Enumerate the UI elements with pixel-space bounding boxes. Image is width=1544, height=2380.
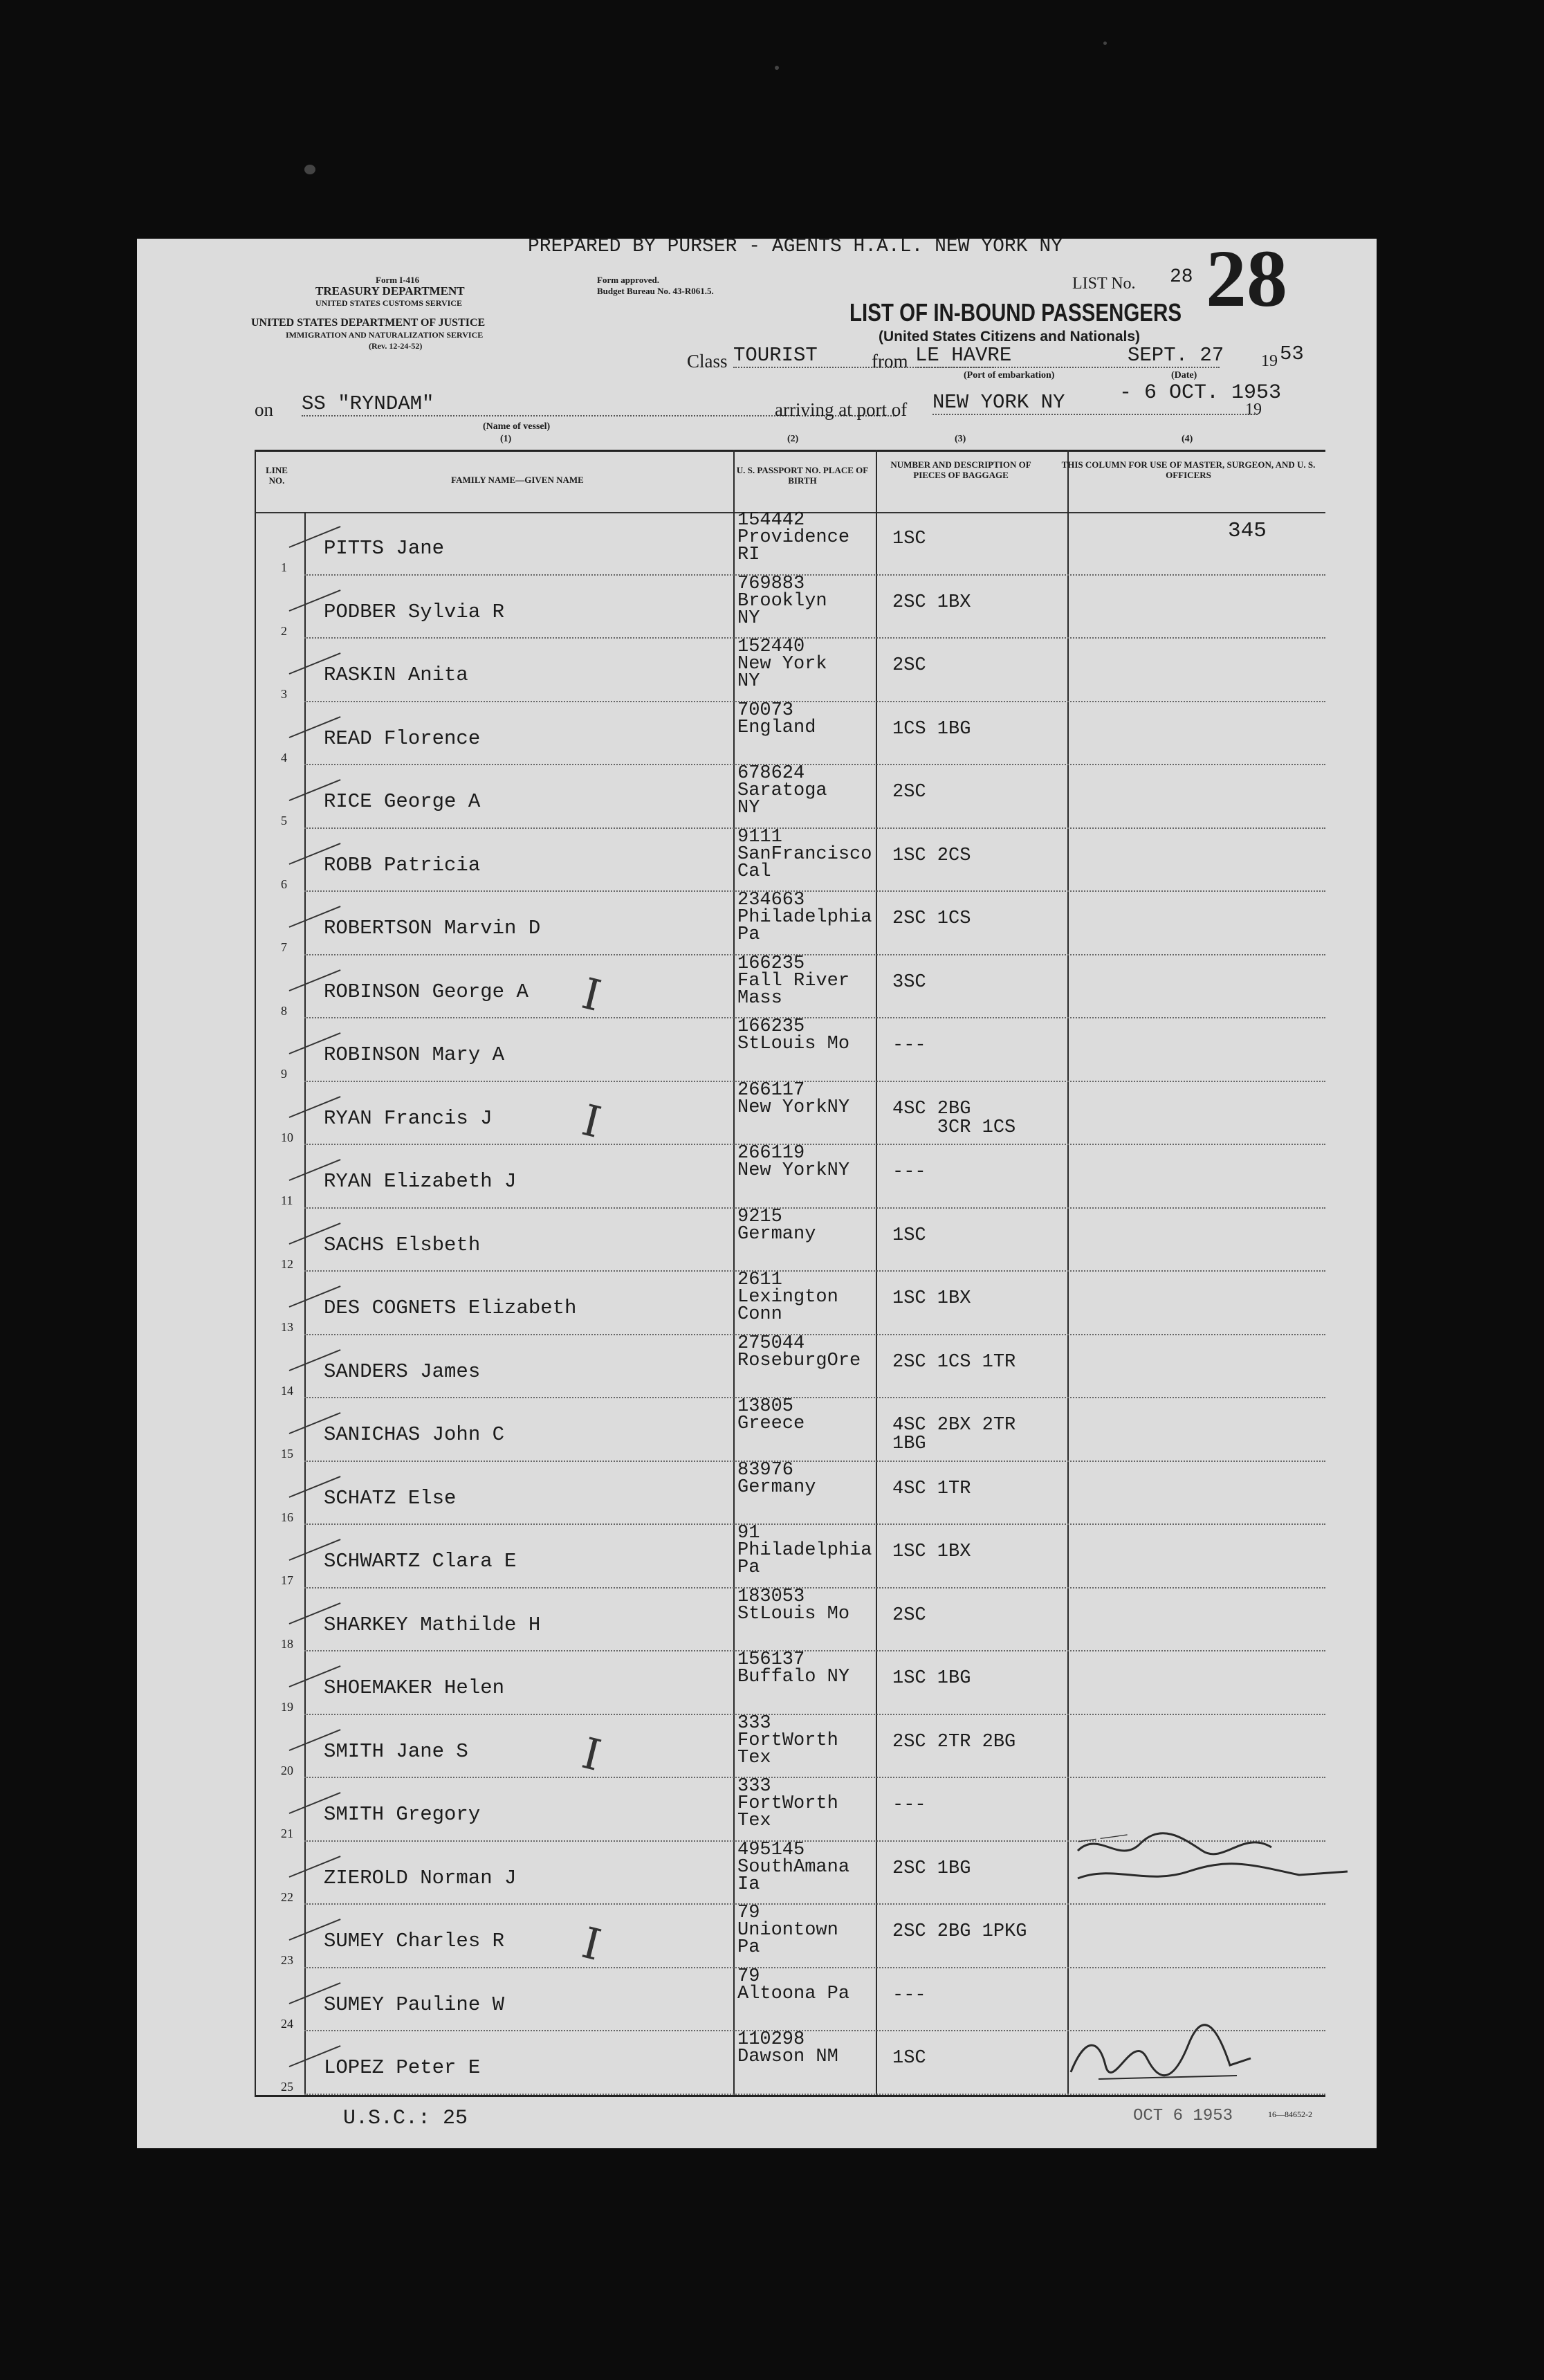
table-row	[255, 1586, 1325, 1652]
passport-and-birthplace: 166235 StLouis Mo	[737, 1016, 850, 1054]
vessel-name: SS "RYNDAM"	[302, 392, 897, 416]
passport-and-birthplace: 156137 Buffalo NY	[737, 1649, 850, 1687]
passenger-name: SUMEY Charles R	[324, 1930, 505, 1952]
form-approved: Form approved.	[597, 275, 660, 285]
passport-and-birthplace: 333 FortWorth Tex	[737, 1712, 838, 1768]
table-row	[255, 955, 1325, 1019]
passport-and-birthplace: 152440 New York NY	[737, 637, 827, 692]
passport-and-birthplace: 333 FortWorth Tex	[737, 1776, 838, 1831]
baggage-description: 1SC 1BX	[892, 1288, 971, 1309]
line-number: 25	[281, 2080, 293, 2094]
passenger-name: PODBER Sylvia R	[324, 600, 505, 623]
table-row	[255, 1145, 1325, 1209]
passport-and-birthplace: 266117 New YorkNY	[737, 1079, 850, 1118]
signature-mark	[1057, 2017, 1265, 2093]
table-row	[255, 1079, 1325, 1146]
form-subtitle: (United States Citizens and Nationals)	[879, 329, 1141, 345]
passenger-name: RASKIN Anita	[324, 663, 468, 686]
form-revision: (Rev. 12-24-52)	[369, 341, 423, 351]
passport-and-birthplace: 183053 StLouis Mo	[737, 1586, 850, 1624]
baggage-description: 4SC 2BG 3CR 1CS	[892, 1098, 1016, 1138]
table-row	[255, 1712, 1325, 1779]
table-row	[255, 1525, 1325, 1589]
baggage-description: 4SC 1TR	[892, 1478, 971, 1499]
officer-count: 345	[1228, 519, 1267, 543]
table-row	[255, 1651, 1325, 1715]
baggage-description: ---	[892, 1984, 926, 2006]
passport-and-birthplace: 154442 Providence RI	[737, 510, 850, 565]
passenger-name: SUMEY Pauline W	[324, 1993, 505, 2016]
column-number-1: (1)	[500, 434, 512, 444]
speck	[775, 66, 779, 70]
family-group-mark: Ⅰ	[577, 967, 606, 1021]
baggage-description: 2SC 1BG	[892, 1858, 971, 1879]
baggage-description: 1SC 1BX	[892, 1541, 971, 1562]
table-row	[255, 639, 1325, 702]
passport-and-birthplace: 9215 Germany	[737, 1206, 816, 1245]
date-year-prefix: 19	[1261, 352, 1278, 370]
header-baggage: NUMBER AND DESCRIPTION OF PIECES OF BAGGAGE	[890, 459, 1031, 480]
inspection-stamp-date: OCT 6 1953	[1133, 2107, 1233, 2125]
passenger-name: READ Florence	[324, 726, 481, 750]
treasury-department: TREASURY DEPARTMENT	[315, 284, 465, 298]
passenger-name: SHOEMAKER Helen	[324, 1676, 505, 1699]
baggage-description: 1SC 2CS	[892, 845, 971, 866]
line-number: 14	[281, 1383, 293, 1398]
passport-and-birthplace: 91 Philadelphia Pa	[737, 1523, 872, 1578]
baggage-description: 3SC	[892, 971, 926, 993]
header-line-no: LINE NO.	[266, 465, 288, 486]
table-row	[255, 699, 1325, 766]
passport-and-birthplace: 70073 England	[737, 699, 816, 738]
table-row	[255, 1206, 1325, 1272]
row-divider	[304, 2094, 1325, 2095]
table-row	[255, 826, 1325, 892]
list-no-label: LIST No.	[1072, 275, 1136, 293]
passenger-name: ROBERTSON Marvin D	[324, 917, 541, 940]
passenger-name: SMITH Jane S	[324, 1739, 468, 1763]
line-number: 17	[281, 1573, 293, 1587]
passenger-name: RYAN Francis J	[324, 1106, 493, 1130]
list-no-stamp: 28	[1206, 233, 1287, 324]
passenger-name: ROBINSON Mary A	[324, 1043, 505, 1066]
line-number: 12	[281, 1256, 293, 1271]
line-number: 18	[281, 1636, 293, 1651]
line-number: 9	[281, 1067, 287, 1081]
passenger-name: SMITH Gregory	[324, 1803, 481, 1826]
table-row	[255, 765, 1325, 829]
line-number: 3	[281, 687, 287, 701]
family-group-mark: Ⅰ	[577, 1727, 606, 1781]
baggage-description: ---	[892, 1795, 926, 1815]
budget-bureau: Budget Bureau No. 43-R061.5.	[597, 286, 714, 296]
baggage-description: 2SC 1CS 1TR	[892, 1351, 1016, 1373]
line-number: 22	[281, 1889, 293, 1904]
passport-and-birthplace: 110298 Dawson NM	[737, 2029, 838, 2067]
passport-and-birthplace: 79 Uniontown Pa	[737, 1903, 838, 1958]
line-number: 16	[281, 1510, 293, 1524]
speck	[304, 165, 315, 174]
passenger-name: RICE George A	[324, 790, 481, 813]
line-number: 11	[281, 1193, 293, 1207]
table-row	[255, 573, 1325, 639]
on-label: on	[255, 399, 273, 420]
passport-and-birthplace: 2611 Lexington Conn	[737, 1270, 838, 1325]
passport-and-birthplace: 234663 Philadelphia Pa	[737, 890, 872, 945]
passport-and-birthplace: 769883 Brooklyn NY	[737, 573, 827, 629]
baggage-description: 1SC	[892, 529, 926, 549]
baggage-description: 2SC	[892, 782, 926, 803]
table-row	[255, 1335, 1325, 1399]
table-row	[255, 1459, 1325, 1526]
baggage-description: 2SC	[892, 1604, 926, 1626]
passenger-name: RYAN Elizabeth J	[324, 1170, 517, 1193]
family-group-mark: Ⅰ	[577, 1094, 606, 1148]
passport-and-birthplace: 9111 SanFrancisco Cal	[737, 826, 872, 882]
arriving-label: arriving at port of	[775, 399, 908, 420]
line-number: 8	[281, 1003, 287, 1018]
header-officers: THIS COLUMN FOR USE OF MASTER, SURGEON, AND U. S. OFFICERS	[1061, 459, 1316, 480]
baggage-description: 2SC 1BX	[892, 592, 971, 613]
line-number: 7	[281, 940, 287, 954]
officer-scribble	[1071, 1823, 1361, 1906]
passenger-name: DES COGNETS Elizabeth	[324, 1297, 577, 1319]
passport-and-birthplace: 275044 RoseburgOre	[737, 1333, 861, 1371]
form-number: Form I-416	[376, 275, 420, 285]
passenger-name: PITTS Jane	[324, 537, 445, 560]
line-number: 4	[281, 750, 287, 765]
baggage-description: 1SC	[892, 1225, 926, 1246]
table-row	[255, 1905, 1325, 1968]
port-caption: (Port of embarkation)	[964, 370, 1055, 381]
arrival-stamp: - 6 OCT. 1953	[1119, 381, 1282, 405]
dept-of-justice: UNITED STATES DEPARTMENT OF JUSTICE	[251, 317, 486, 329]
passenger-name: ZIEROLD Norman J	[324, 1866, 517, 1889]
passport-and-birthplace: 166235 Fall River Mass	[737, 953, 850, 1009]
passenger-name: SANDERS James	[324, 1360, 481, 1383]
column-number-3: (3)	[955, 434, 966, 444]
table-row	[255, 892, 1325, 955]
passport-and-birthplace: 79 Altoona Pa	[737, 1966, 850, 2004]
form-code: 16—84652-2	[1268, 2109, 1312, 2119]
column-number-4: (4)	[1182, 434, 1193, 444]
from-value: LE HAVRE	[915, 344, 1220, 368]
passenger-manifest-sheet	[137, 233, 1377, 2148]
passenger-name: SANICHAS John C	[324, 1423, 505, 1446]
arrival-port: NEW YORK NY	[932, 391, 1258, 415]
customs-service: UNITED STATES CUSTOMS SERVICE	[315, 298, 462, 308]
line-number: 24	[281, 2016, 293, 2031]
table-row	[255, 1272, 1325, 1335]
class-label: Class	[687, 351, 728, 372]
vessel-caption: (Name of vessel)	[483, 421, 551, 432]
passport-and-birthplace: 678624 Saratoga NY	[737, 763, 827, 818]
line-number: 10	[281, 1130, 293, 1144]
baggage-description: 1SC	[892, 2048, 926, 2069]
family-group-mark: Ⅰ	[577, 1917, 606, 1970]
passenger-name: SCHWARTZ Clara E	[324, 1550, 517, 1573]
arrival-year: 19	[1245, 401, 1262, 419]
date-caption: (Date)	[1171, 370, 1197, 381]
handwritten-annotation: ‒‒ ‒‒‒	[1076, 1823, 1129, 1850]
ins-service: IMMIGRATION AND NATURALIZATION SERVICE	[286, 330, 484, 340]
table-row	[255, 512, 1325, 576]
line-number: 19	[281, 1700, 293, 1714]
line-number: 2	[281, 623, 287, 638]
speck	[1103, 42, 1107, 45]
baggage-description: 4SC 2BX 2TR 1BG	[892, 1415, 1016, 1454]
passport-and-birthplace: 83976 Germany	[737, 1459, 816, 1498]
passenger-name: ROBB Patricia	[324, 853, 481, 877]
header-name: FAMILY NAME—GIVEN NAME	[451, 475, 584, 485]
baggage-description: 2SC 1CS	[892, 908, 971, 929]
passport-and-birthplace: 266119 New YorkNY	[737, 1143, 850, 1181]
passenger-name: LOPEZ Peter E	[324, 2056, 481, 2079]
line-number: 5	[281, 814, 287, 827]
prepared-by-line: PREPARED BY PURSER - AGENTS H.A.L. NEW YORK NY	[528, 236, 1063, 257]
baggage-description: 2SC	[892, 655, 926, 676]
list-no-typed: 28	[1170, 266, 1193, 288]
from-label: from	[872, 351, 908, 372]
baggage-description: ---	[892, 1162, 926, 1182]
usc-total: U.S.C.: 25	[343, 2107, 468, 2130]
line-number: 20	[281, 1763, 293, 1777]
passport-and-birthplace: 13805 Greece	[737, 1396, 805, 1434]
passenger-name: SHARKEY Mathilde H	[324, 1613, 541, 1636]
line-number: 1	[281, 560, 287, 574]
header-passport: U. S. PASSPORT NO. PLACE OF BIRTH	[736, 465, 869, 486]
table-row	[255, 1018, 1325, 1082]
passenger-name: ROBINSON George A	[324, 980, 529, 1003]
passenger-name: SACHS Elsbeth	[324, 1233, 481, 1256]
date-value: SEPT. 27	[1128, 344, 1224, 367]
baggage-description: ---	[892, 1035, 926, 1056]
passenger-name: SCHATZ Else	[324, 1486, 457, 1510]
column-number-2: (2)	[787, 434, 799, 444]
baggage-description: 2SC 2BG 1PKG	[892, 1921, 1027, 1942]
table-bottom-border	[255, 2095, 1325, 2097]
class-value: TOURIST	[733, 344, 996, 368]
line-number: 23	[281, 1953, 293, 1967]
line-number: 6	[281, 877, 287, 891]
line-number: 15	[281, 1447, 293, 1461]
table-row	[255, 1398, 1325, 1462]
baggage-description: 1CS 1BG	[892, 718, 971, 740]
date-year-suffix: 53	[1280, 342, 1304, 365]
table-column-headers	[255, 450, 1325, 512]
line-number: 21	[281, 1827, 293, 1840]
form-title: LIST OF IN-BOUND PASSENGERS	[849, 298, 1182, 327]
baggage-description: 2SC 2TR 2BG	[892, 1731, 1016, 1752]
passport-and-birthplace: 495145 SouthAmana Ia	[737, 1839, 850, 1895]
baggage-description: 1SC 1BG	[892, 1668, 971, 1689]
line-number: 13	[281, 1320, 293, 1334]
